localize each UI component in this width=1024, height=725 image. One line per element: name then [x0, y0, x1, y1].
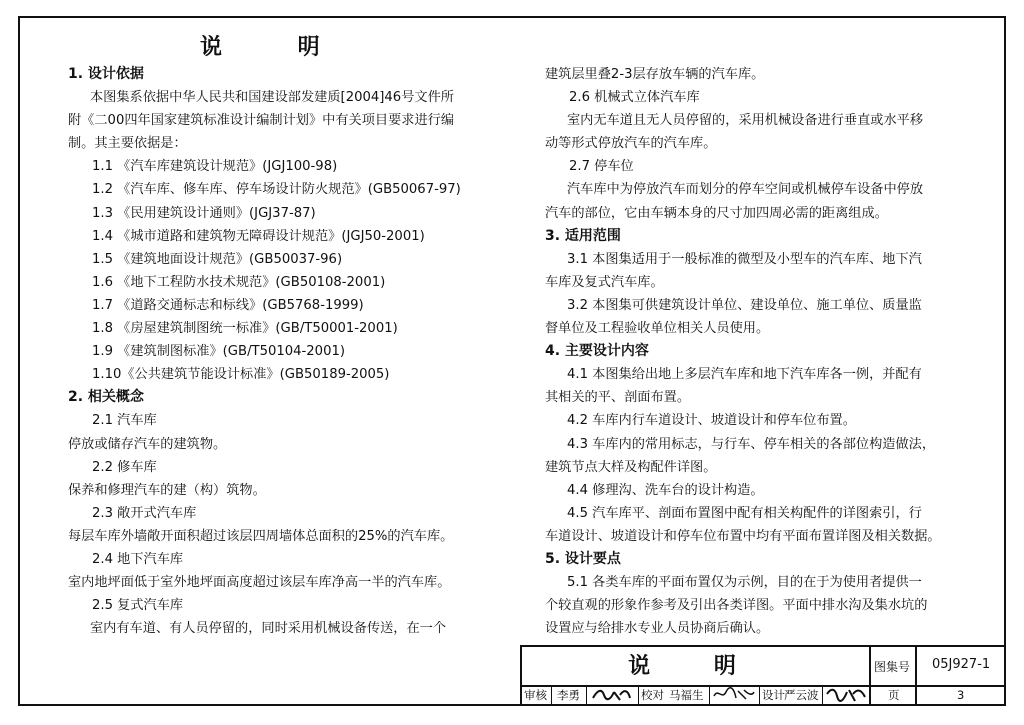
- atlas-number-label: 图集号: [874, 660, 911, 674]
- text-line: 保养和修理汽车的建（构）筑物。: [68, 482, 266, 498]
- text-line: 2.3 敞开式汽车库: [92, 505, 197, 521]
- right-text-column: [545, 63, 975, 640]
- text-line: 汽车库中为停放汽车而划分的停车空间或机械停车设备中停放: [567, 182, 924, 198]
- text-line: 2.1 汽车库: [92, 413, 157, 429]
- text-line: 室内有车道、有人员停留的，同时采用机械设备传送，在一个: [90, 621, 447, 637]
- cell-divider: [822, 685, 823, 705]
- section-heading: 3. 适用范围: [545, 227, 621, 244]
- text-line: 车道设计、坡道设计和停车位布置中均有平面布置详图及相关数据。: [545, 528, 941, 544]
- check-name: 马福生: [669, 688, 704, 702]
- text-line: 动等形式停放汽车的汽车库。: [545, 136, 717, 152]
- text-line: 其相关的平、剖面布置。: [545, 390, 691, 406]
- text-line: 1.7 《道路交通标志和标线》(GB5768-1999): [92, 297, 364, 313]
- text-line: 车库及复式汽车库。: [545, 274, 664, 290]
- title-block: [520, 645, 1004, 705]
- review-name: 李勇: [557, 688, 580, 702]
- text-line: 每层车库外墙敞开面积超过该层四周墙体总面积的25%的汽车库。: [68, 528, 454, 544]
- text-line: 1.5 《建筑地面设计规范》(GB50037-96): [92, 251, 343, 267]
- text-line: 2.4 地下汽车库: [92, 551, 184, 567]
- text-line: 个较直观的形象作参考及引出各类详图。平面中排水沟及集水坑的: [545, 598, 928, 614]
- text-line: 1.8 《房屋建筑制图统一标准》(GB/T50001-2001): [92, 321, 398, 337]
- section-heading: 2. 相关概念: [68, 389, 144, 406]
- cell-divider: [638, 685, 639, 705]
- text-line: 4.3 车库内的常用标志，与行车、停车相关的各部位构造做法，: [567, 436, 936, 452]
- text-line: 3.1 本图集适用于一般标准的微型及小型车的汽车库、地下汽: [567, 251, 922, 267]
- cell-divider: [586, 685, 587, 705]
- text-line: 1.6 《地下工程防水技术规范》(GB50108-2001): [92, 274, 386, 290]
- text-line: 督单位及工程验收单位相关人员使用。: [545, 321, 770, 337]
- design-signature: [825, 686, 867, 706]
- section-heading: 1. 设计依据: [68, 66, 144, 82]
- title-block-top-row: [522, 647, 1004, 687]
- section-heading: 5. 设计要点: [545, 550, 621, 567]
- page-label: 页: [888, 688, 900, 702]
- text-line: 3.2 本图集可供建筑设计单位、建设单位、施工单位、质量监: [567, 297, 922, 313]
- text-line: 1.9 《建筑制图标准》(GB/T50104-2001): [92, 344, 345, 360]
- text-line: 1.2 《汽车库、修车库、停车场设计防火规范》(GB50067-97): [92, 182, 461, 198]
- text-line: 建筑层里叠2-3层存放车辆的汽车库。: [545, 67, 765, 82]
- check-label: 校对: [641, 688, 664, 702]
- text-line: 室内地坪面低于室外地坪面高度超过该层车库净高一半的汽车库。: [68, 575, 451, 591]
- cell-divider: [709, 685, 710, 705]
- section-heading: 4. 主要设计内容: [545, 343, 649, 360]
- text-line: 汽车的部位，它由车辆本身的尺寸加四周必需的距离组成。: [545, 205, 888, 221]
- text-line: 停放或储存汽车的建筑物。: [68, 436, 227, 452]
- page-value: 3: [957, 688, 965, 702]
- text-line: 4.1 本图集给出地上多层汽车库和地下汽车库各一例，并配有: [567, 367, 922, 383]
- atlas-number-value: 05J927-1: [932, 657, 991, 672]
- text-line: 1.4 《城市道路和建筑物无障碍设计规范》(JGJ50-2001): [92, 228, 425, 244]
- cell-divider: [551, 685, 552, 705]
- text-line: 1.10《公共建筑节能设计标准》(GB50189-2005): [92, 367, 390, 383]
- text-line: 附《二00四年国家建筑标准设计编制计划》中有关项目要求进行编: [68, 113, 455, 129]
- text-line: 建筑节点大样及构配件详图。: [545, 459, 717, 475]
- title-block-title: 说 明: [628, 653, 764, 679]
- design-label: 设计: [762, 688, 785, 702]
- text-line: 室内无车道且无人员停留的，采用机械设备进行垂直或水平移: [567, 113, 924, 129]
- text-line: 4.4 修理沟、洗车台的设计构造。: [567, 482, 764, 498]
- check-signature: [712, 686, 756, 706]
- text-line: 2.2 修车库: [92, 459, 157, 475]
- design-name: 严云波: [784, 688, 819, 702]
- review-label: 审核: [524, 688, 547, 702]
- text-line: 设置应与给排水专业人员协商后确认。: [545, 621, 770, 637]
- text-line: 1.3 《民用建筑设计通则》(JGJ37-87): [92, 205, 316, 221]
- review-signature: [590, 686, 634, 706]
- left-text-column: [68, 63, 508, 640]
- text-line: 4.5 汽车库平、剖面布置图中配有相关构配件的详图索引，行: [567, 505, 922, 521]
- text-line: 2.7 停车位: [569, 159, 634, 175]
- text-line: 4.2 车库内行车道设计、坡道设计和停车位布置。: [567, 413, 856, 429]
- text-line: 5.1 各类车库的平面布置仅为示例，目的在于为使用者提供一: [567, 575, 922, 591]
- text-line: 2.6 机械式立体汽车库: [569, 90, 700, 106]
- text-line: 2.5 复式汽车库: [92, 598, 184, 614]
- text-line: 制。其主要依据是：: [68, 136, 187, 152]
- page-title: 说 明: [200, 34, 354, 60]
- title-block-sign-row: [522, 685, 1004, 705]
- cell-divider: [759, 685, 760, 705]
- text-line: 本图集系依据中华人民共和国建设部发建质[2004]46号文件所: [90, 90, 454, 106]
- text-line: 1.1 《汽车库建筑设计规范》(JGJ100-98): [92, 159, 338, 175]
